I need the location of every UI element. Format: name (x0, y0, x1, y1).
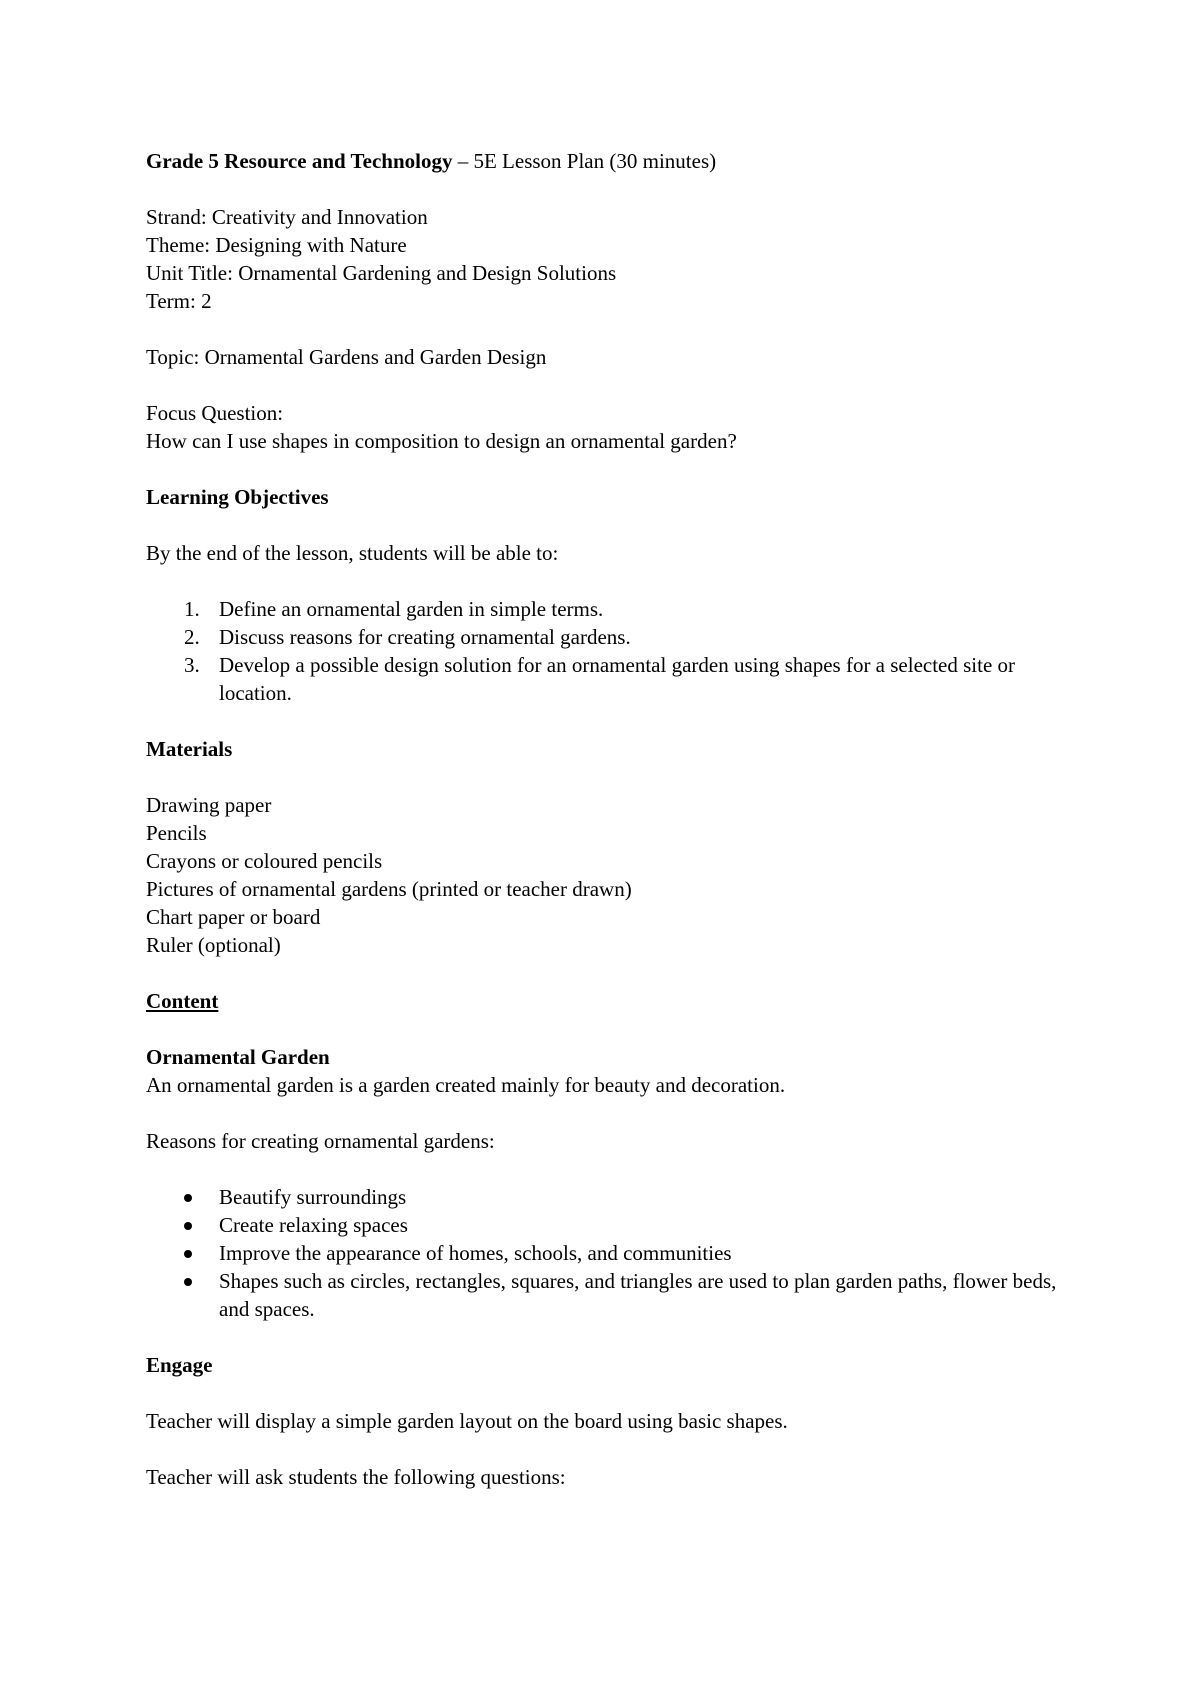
bullet-icon (184, 1194, 192, 1202)
engage-paragraph-2: Teacher will ask students the following questions: (146, 1465, 566, 1489)
material-item: Ruler (optional) (146, 933, 281, 957)
material-item: Crayons or coloured pencils (146, 849, 383, 873)
reasons-intro: Reasons for creating ornamental gardens: (146, 1129, 495, 1153)
objective-number: 1. (184, 597, 200, 621)
reason-text: Create relaxing spaces (219, 1213, 408, 1237)
objective-item (146, 595, 1079, 623)
material-item: Pictures of ornamental gardens (printed or teacher drawn) (146, 877, 632, 901)
ornamental-garden-definition: An ornamental garden is a garden created mainly for beauty and decoration. (146, 1073, 786, 1097)
topic-line: Topic: Ornamental Gardens and Garden Design (146, 345, 547, 369)
objectives-heading: Learning Objectives (146, 485, 329, 509)
reason-text: Beautify surroundings (219, 1185, 407, 1209)
objective-item (146, 651, 1079, 707)
objective-text: Develop a possible design solution for an ornamental garden using shapes for a selected site or location. (219, 653, 1016, 705)
objectives-list (146, 595, 1026, 707)
ornamental-garden-subheading: Ornamental Garden (146, 1045, 330, 1069)
document-title (146, 147, 1026, 175)
strand-line: Strand: Creativity and Innovation (146, 205, 428, 229)
objective-item (146, 623, 1079, 651)
engage-paragraph-1: Teacher will display a simple garden layout on the board using basic shapes. (146, 1409, 788, 1433)
objectives-intro: By the end of the lesson, students will be able to: (146, 541, 559, 565)
bullet-icon (184, 1278, 192, 1286)
title-bold: Grade 5 Resource and Technology (146, 149, 453, 173)
material-item: Drawing paper (146, 793, 272, 817)
reason-text: Improve the appearance of homes, schools, and communities (219, 1241, 732, 1265)
objective-text: Define an ornamental garden in simple terms. (219, 597, 604, 621)
unit-title-line: Unit Title: Ornamental Gardening and Design Solutions (146, 261, 617, 285)
materials-heading: Materials (146, 737, 233, 761)
term-line: Term: 2 (146, 289, 212, 313)
reason-text: Shapes such as circles, rectangles, squares, and triangles are used to plan garden paths, flower beds, and spaces. (219, 1269, 1057, 1321)
material-item: Pencils (146, 821, 207, 845)
material-item: Chart paper or board (146, 905, 321, 929)
bullet-icon (184, 1250, 192, 1258)
reason-item (146, 1211, 1079, 1239)
theme-line: Theme: Designing with Nature (146, 233, 407, 257)
objective-number: 2. (184, 625, 200, 649)
objective-number: 3. (184, 653, 200, 677)
reason-item (146, 1267, 1079, 1323)
focus-question-label: Focus Question: (146, 401, 284, 425)
reason-item (146, 1183, 1079, 1211)
reason-item (146, 1239, 1079, 1267)
engage-heading: Engage (146, 1353, 213, 1377)
bullet-icon (184, 1222, 192, 1230)
reasons-list (146, 1183, 1057, 1323)
objective-text: Discuss reasons for creating ornamental gardens. (219, 625, 631, 649)
content-heading: Content (146, 989, 219, 1013)
focus-question-text: How can I use shapes in composition to design an ornamental garden? (146, 429, 737, 453)
title-rest: – 5E Lesson Plan (30 minutes) (452, 149, 717, 173)
document-body (146, 147, 1057, 1491)
